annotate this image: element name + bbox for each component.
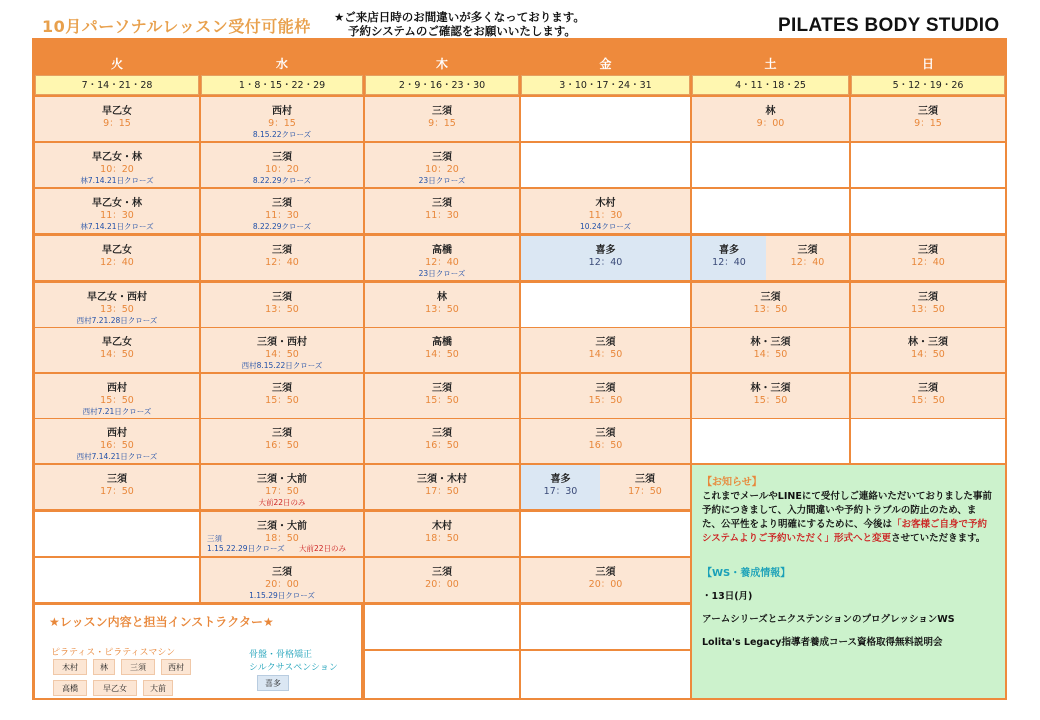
date-header: 7・14・21・28 [35, 75, 199, 95]
slot-note: 西村7.14.21日クローズ [76, 452, 158, 461]
slot-time: 12：40 [265, 257, 299, 268]
lesson-slot[interactable] [201, 465, 363, 509]
instructor-tag: 西村 [161, 659, 191, 675]
legend-title: ★レッスン内容と担当インストラクター★ [49, 615, 274, 629]
lesson-slot[interactable] [521, 374, 690, 418]
slot-time: 12：40 [588, 257, 623, 268]
slot-time: 12：40 [712, 257, 746, 268]
lesson-slot[interactable] [521, 236, 690, 280]
slot-time: 12：40 [790, 257, 825, 268]
top-notice [334, 10, 585, 38]
slot-instructor: 喜多 [719, 245, 739, 256]
slot-instructor: 高橋 [432, 245, 452, 256]
slot-time: 15：50 [100, 395, 134, 406]
lesson-slot[interactable] [35, 465, 199, 509]
lesson-slot[interactable] [692, 97, 849, 141]
ws-item-2: Lolita's Legacy指導者養成コース資格取得無料説明会 [702, 637, 943, 648]
news-body [702, 490, 995, 546]
instructor-tag: 大前 [143, 680, 173, 696]
split-slot[interactable] [766, 236, 849, 280]
slot-instructor: 林・三須 [750, 337, 791, 348]
slot-time: 18：50 [425, 533, 459, 544]
lesson-slot[interactable] [201, 558, 363, 602]
slot-time: 20：00 [425, 579, 459, 590]
lesson-slot[interactable] [851, 236, 1005, 280]
empty-slot [851, 419, 1005, 463]
slot-time: 15：50 [425, 395, 459, 406]
slot-time: 9：00 [756, 118, 785, 129]
slot-time: 12：40 [911, 257, 945, 268]
page-title: 10月パーソナルレッスン受付可能枠 [42, 17, 311, 36]
legend-category-bodywork [249, 649, 338, 675]
slot-instructor: 三須 [432, 428, 452, 439]
instructor-tag: 早乙女 [93, 680, 137, 696]
slot-time: 14：50 [753, 349, 788, 360]
lesson-slot[interactable] [851, 283, 1005, 327]
slot-instructor: 三須 [595, 428, 616, 439]
lesson-slot[interactable] [35, 328, 199, 372]
slot-time: 15：50 [265, 395, 299, 406]
lesson-slot[interactable] [365, 328, 519, 372]
slot-instructor: 高橋 [432, 337, 452, 348]
instructor-tag: 林 [93, 659, 115, 675]
day-header: 日 [851, 52, 1005, 74]
ws-heading: 【WS・養成情報】 [702, 568, 791, 579]
slot-time: 13：50 [753, 304, 788, 315]
lesson-slot[interactable] [365, 189, 519, 233]
instructor-tag: 高橋 [53, 680, 87, 696]
empty-slot [692, 419, 849, 463]
lesson-slot[interactable] [201, 328, 363, 372]
studio-name: PILATES BODY STUDIO [778, 15, 1000, 36]
slot-note: 西村7.21日クローズ [82, 407, 152, 416]
slot-time: 11：30 [265, 210, 299, 221]
lesson-slot[interactable] [201, 97, 363, 141]
slot-time: 15：50 [753, 395, 788, 406]
empty-slot [521, 651, 690, 698]
slot-instructor: 早乙女 [102, 245, 132, 256]
split-slot[interactable] [521, 465, 600, 509]
slot-instructor: 三須 [918, 292, 938, 303]
slot-instructor: 三須 [432, 106, 452, 117]
slot-instructor: 西村 [272, 106, 292, 117]
legend-category-bodywork-line-1: 骨盤・骨格矯正 [249, 650, 313, 660]
news-body-text-2: させていただきます。 [891, 533, 986, 544]
slot-time: 11：30 [425, 210, 459, 221]
lesson-slot[interactable] [201, 236, 363, 280]
slot-instructor: 早乙女 [102, 337, 132, 348]
day-header: 木 [365, 52, 519, 74]
slot-time: 17：50 [100, 486, 134, 497]
slot-instructor: 三須 [918, 106, 938, 117]
slot-instructor: 西村 [107, 383, 127, 394]
slot-instructor: 三須 [432, 567, 452, 578]
lesson-slot[interactable] [365, 283, 519, 327]
slot-time: 15：50 [911, 395, 945, 406]
slot-extra-note: 1.15.22.29日クローズ [207, 544, 285, 553]
slot-instructor: 三須 [432, 198, 452, 209]
slot-time: 20：00 [265, 579, 299, 590]
slot-time: 13：50 [911, 304, 945, 315]
date-header: 5・12・19・26 [851, 75, 1005, 95]
date-header: 1・8・15・22・29 [201, 75, 363, 95]
lesson-slot[interactable] [201, 283, 363, 327]
split-slot[interactable] [600, 465, 690, 509]
slot-instructor: 三須 [272, 383, 292, 394]
slot-instructor: 早乙女・西村 [87, 292, 147, 303]
top-notice-line-1: ★ご来店日時のお間違いが多くなっております。 [334, 10, 585, 24]
empty-slot [35, 512, 199, 556]
news-heading: 【お知らせ】 [702, 477, 762, 488]
lesson-slot[interactable] [365, 143, 519, 187]
empty-slot [692, 189, 849, 233]
empty-slot [521, 512, 690, 556]
instructor-tag: 木村 [53, 659, 87, 675]
slot-time: 11：30 [100, 210, 134, 221]
lesson-slot[interactable] [521, 419, 690, 463]
slot-note: 8.22.29クローズ [252, 176, 312, 185]
slot-time: 16：50 [265, 440, 299, 451]
empty-slot [521, 605, 690, 649]
slot-instructor: 三須 [107, 474, 127, 485]
slot-time: 20：00 [588, 579, 623, 590]
slot-instructor: 三須 [432, 152, 452, 163]
slot-extra-note-red: 大前22日のみ [299, 544, 347, 553]
slot-note: 西村7.21.28日クローズ [76, 316, 158, 325]
instructor-tag: 喜多 [257, 675, 289, 691]
slot-instructor: 三須 [272, 198, 292, 209]
news-body-emphasis: 「お客様ご自身で予約システムよりご予約いただく」形式へと変更 [702, 519, 988, 544]
lesson-slot[interactable] [35, 236, 199, 280]
slot-time: 12：40 [425, 257, 459, 268]
lesson-slot[interactable] [521, 558, 690, 602]
slot-time: 9：15 [914, 118, 942, 129]
slot-instructor: 三須・大前 [257, 521, 307, 532]
slot-instructor: 三須 [272, 245, 292, 256]
lesson-slot[interactable] [365, 465, 519, 509]
empty-slot [521, 143, 690, 187]
day-header: 水 [201, 52, 363, 74]
slot-time: 9：15 [268, 118, 296, 129]
slot-instructor: 三須 [432, 383, 452, 394]
lesson-slot[interactable] [201, 143, 363, 187]
date-header: 3・10・17・24・31 [521, 75, 690, 95]
slot-instructor: 林・三須 [750, 383, 791, 394]
slot-time: 15：50 [588, 395, 623, 406]
date-header: 4・11・18・25 [692, 75, 849, 95]
slot-instructor: 西村 [107, 428, 127, 439]
ws-date: ・13日(月) [702, 591, 753, 602]
slot-instructor: 三須 [272, 567, 292, 578]
slot-instructor: 三須・西村 [257, 337, 307, 348]
slot-instructor: 喜多 [595, 245, 616, 256]
slot-instructor: 三須 [272, 428, 292, 439]
slot-note: 林7.14.21日クローズ [80, 222, 154, 231]
lesson-slot[interactable] [365, 97, 519, 141]
empty-slot [851, 189, 1005, 233]
slot-instructor: 木村 [595, 198, 616, 209]
day-header: 金 [521, 52, 690, 74]
slot-time: 13：50 [100, 304, 134, 315]
slot-instructor: 三須 [272, 152, 292, 163]
slot-time: 17：50 [425, 486, 459, 497]
slot-instructor: 林 [765, 106, 776, 117]
lesson-slot[interactable] [692, 283, 849, 327]
slot-instructor: 三須 [595, 567, 616, 578]
slot-note: 大前22日のみ [258, 498, 306, 507]
slot-time: 10：20 [100, 164, 134, 175]
slot-note: 1.15.29日クローズ [249, 591, 315, 600]
slot-time: 14：50 [588, 349, 623, 360]
slot-note: 8.22.29クローズ [252, 222, 312, 231]
slot-instructor: 三須 [595, 337, 616, 348]
lesson-slot[interactable] [365, 236, 519, 280]
split-slot[interactable] [692, 236, 766, 280]
slot-time: 14：50 [100, 349, 134, 360]
lesson-slot[interactable] [365, 374, 519, 418]
slot-instructor: 早乙女・林 [92, 152, 142, 163]
lesson-slot[interactable] [201, 419, 363, 463]
empty-slot [365, 605, 519, 649]
slot-time: 13：50 [425, 304, 459, 315]
lesson-slot[interactable] [365, 419, 519, 463]
slot-extra-instructor: 三須 [207, 534, 222, 543]
slot-note: 8.15.22クローズ [252, 130, 312, 139]
slot-time: 16：50 [588, 440, 623, 451]
lesson-slot[interactable] [35, 189, 199, 233]
slot-instructor: 三須 [272, 292, 292, 303]
ws-item-1: アームシリーズとエクステンションのプログレッションWS [702, 614, 955, 625]
empty-slot [851, 143, 1005, 187]
empty-slot [692, 143, 849, 187]
slot-instructor: 喜多 [550, 474, 571, 485]
news-panel [692, 465, 1005, 698]
lesson-slot[interactable] [35, 97, 199, 141]
news-body-text-1: これまでメールやLINEにて受付しご連絡いただいておりました事前予約につきまして、入力間違いや予約トラブルの防止のため、また、公平性をより明確にするために、今後は [702, 491, 992, 530]
day-header: 土 [692, 52, 849, 74]
slot-time: 9：15 [103, 118, 131, 129]
instructor-tag: 三須 [121, 659, 155, 675]
slot-instructor: 林・三須 [908, 337, 948, 348]
lesson-slot[interactable] [201, 189, 363, 233]
slot-time: 17：30 [543, 486, 578, 497]
empty-slot [521, 97, 690, 141]
slot-note: 23日クローズ [418, 176, 466, 185]
lesson-slot[interactable] [851, 374, 1005, 418]
slot-time: 16：50 [425, 440, 459, 451]
slot-instructor: 三須 [635, 474, 655, 485]
lesson-slot[interactable] [35, 143, 199, 187]
slot-time: 10：20 [425, 164, 459, 175]
date-header: 2・9・16・23・30 [365, 75, 519, 95]
slot-instructor: 木村 [432, 521, 452, 532]
slot-instructor: 三須 [595, 383, 616, 394]
slot-instructor: 三須・木村 [417, 474, 467, 485]
lesson-slot[interactable] [365, 512, 519, 556]
slot-instructor: 三須 [918, 245, 938, 256]
slot-note: 西村8.15.22日クローズ [241, 361, 323, 370]
slot-instructor: 早乙女 [102, 106, 132, 117]
slot-time: 18：50 [265, 533, 299, 544]
slot-note: 林7.14.21日クローズ [80, 176, 154, 185]
slot-note: 23日クローズ [418, 269, 466, 278]
lesson-slot[interactable] [692, 328, 849, 372]
slot-time: 14：50 [425, 349, 459, 360]
lesson-slot[interactable] [851, 97, 1005, 141]
slot-time: 13：50 [265, 304, 299, 315]
empty-slot [365, 651, 519, 698]
lesson-slot[interactable] [692, 374, 849, 418]
slot-time: 17：50 [628, 486, 662, 497]
slot-instructor: 三須 [918, 383, 938, 394]
slot-instructor: 三須・大前 [257, 474, 307, 485]
lesson-slot[interactable] [201, 512, 363, 556]
lesson-slot[interactable] [35, 283, 199, 327]
slot-instructor: 三須 [797, 245, 818, 256]
lesson-slot[interactable] [692, 236, 849, 280]
slot-time: 10：20 [265, 164, 299, 175]
instructor-legend [35, 605, 361, 698]
slot-time: 16：50 [100, 440, 134, 451]
lesson-slot[interactable] [521, 465, 690, 509]
lesson-slot[interactable] [35, 374, 199, 418]
lesson-slot[interactable] [851, 328, 1005, 372]
legend-category-bodywork-line-2: シルクサスペンション [249, 663, 338, 673]
slot-instructor: 林 [437, 292, 447, 303]
slot-time: 17：50 [265, 486, 299, 497]
slot-time: 14：50 [911, 349, 945, 360]
lesson-slot[interactable] [35, 419, 199, 463]
slot-instructor: 早乙女・林 [92, 198, 142, 209]
lesson-slot[interactable] [365, 558, 519, 602]
day-header: 火 [35, 52, 199, 74]
top-notice-line-2: 予約システムのご確認をお願いいたします。 [348, 24, 576, 38]
slot-time: 11：30 [588, 210, 623, 221]
empty-slot [35, 558, 199, 602]
lesson-slot[interactable] [201, 374, 363, 418]
lesson-slot[interactable] [521, 189, 690, 233]
slot-note: 10.24クローズ [579, 222, 632, 231]
slot-time: 14：50 [265, 349, 299, 360]
lesson-slot[interactable] [521, 328, 690, 372]
slot-time: 12：40 [100, 257, 134, 268]
legend-category-pilates: ピラティス・ピラティスマシン [51, 648, 176, 658]
empty-slot [521, 283, 690, 327]
slot-time: 9：15 [428, 118, 456, 129]
slot-instructor: 三須 [760, 292, 781, 303]
